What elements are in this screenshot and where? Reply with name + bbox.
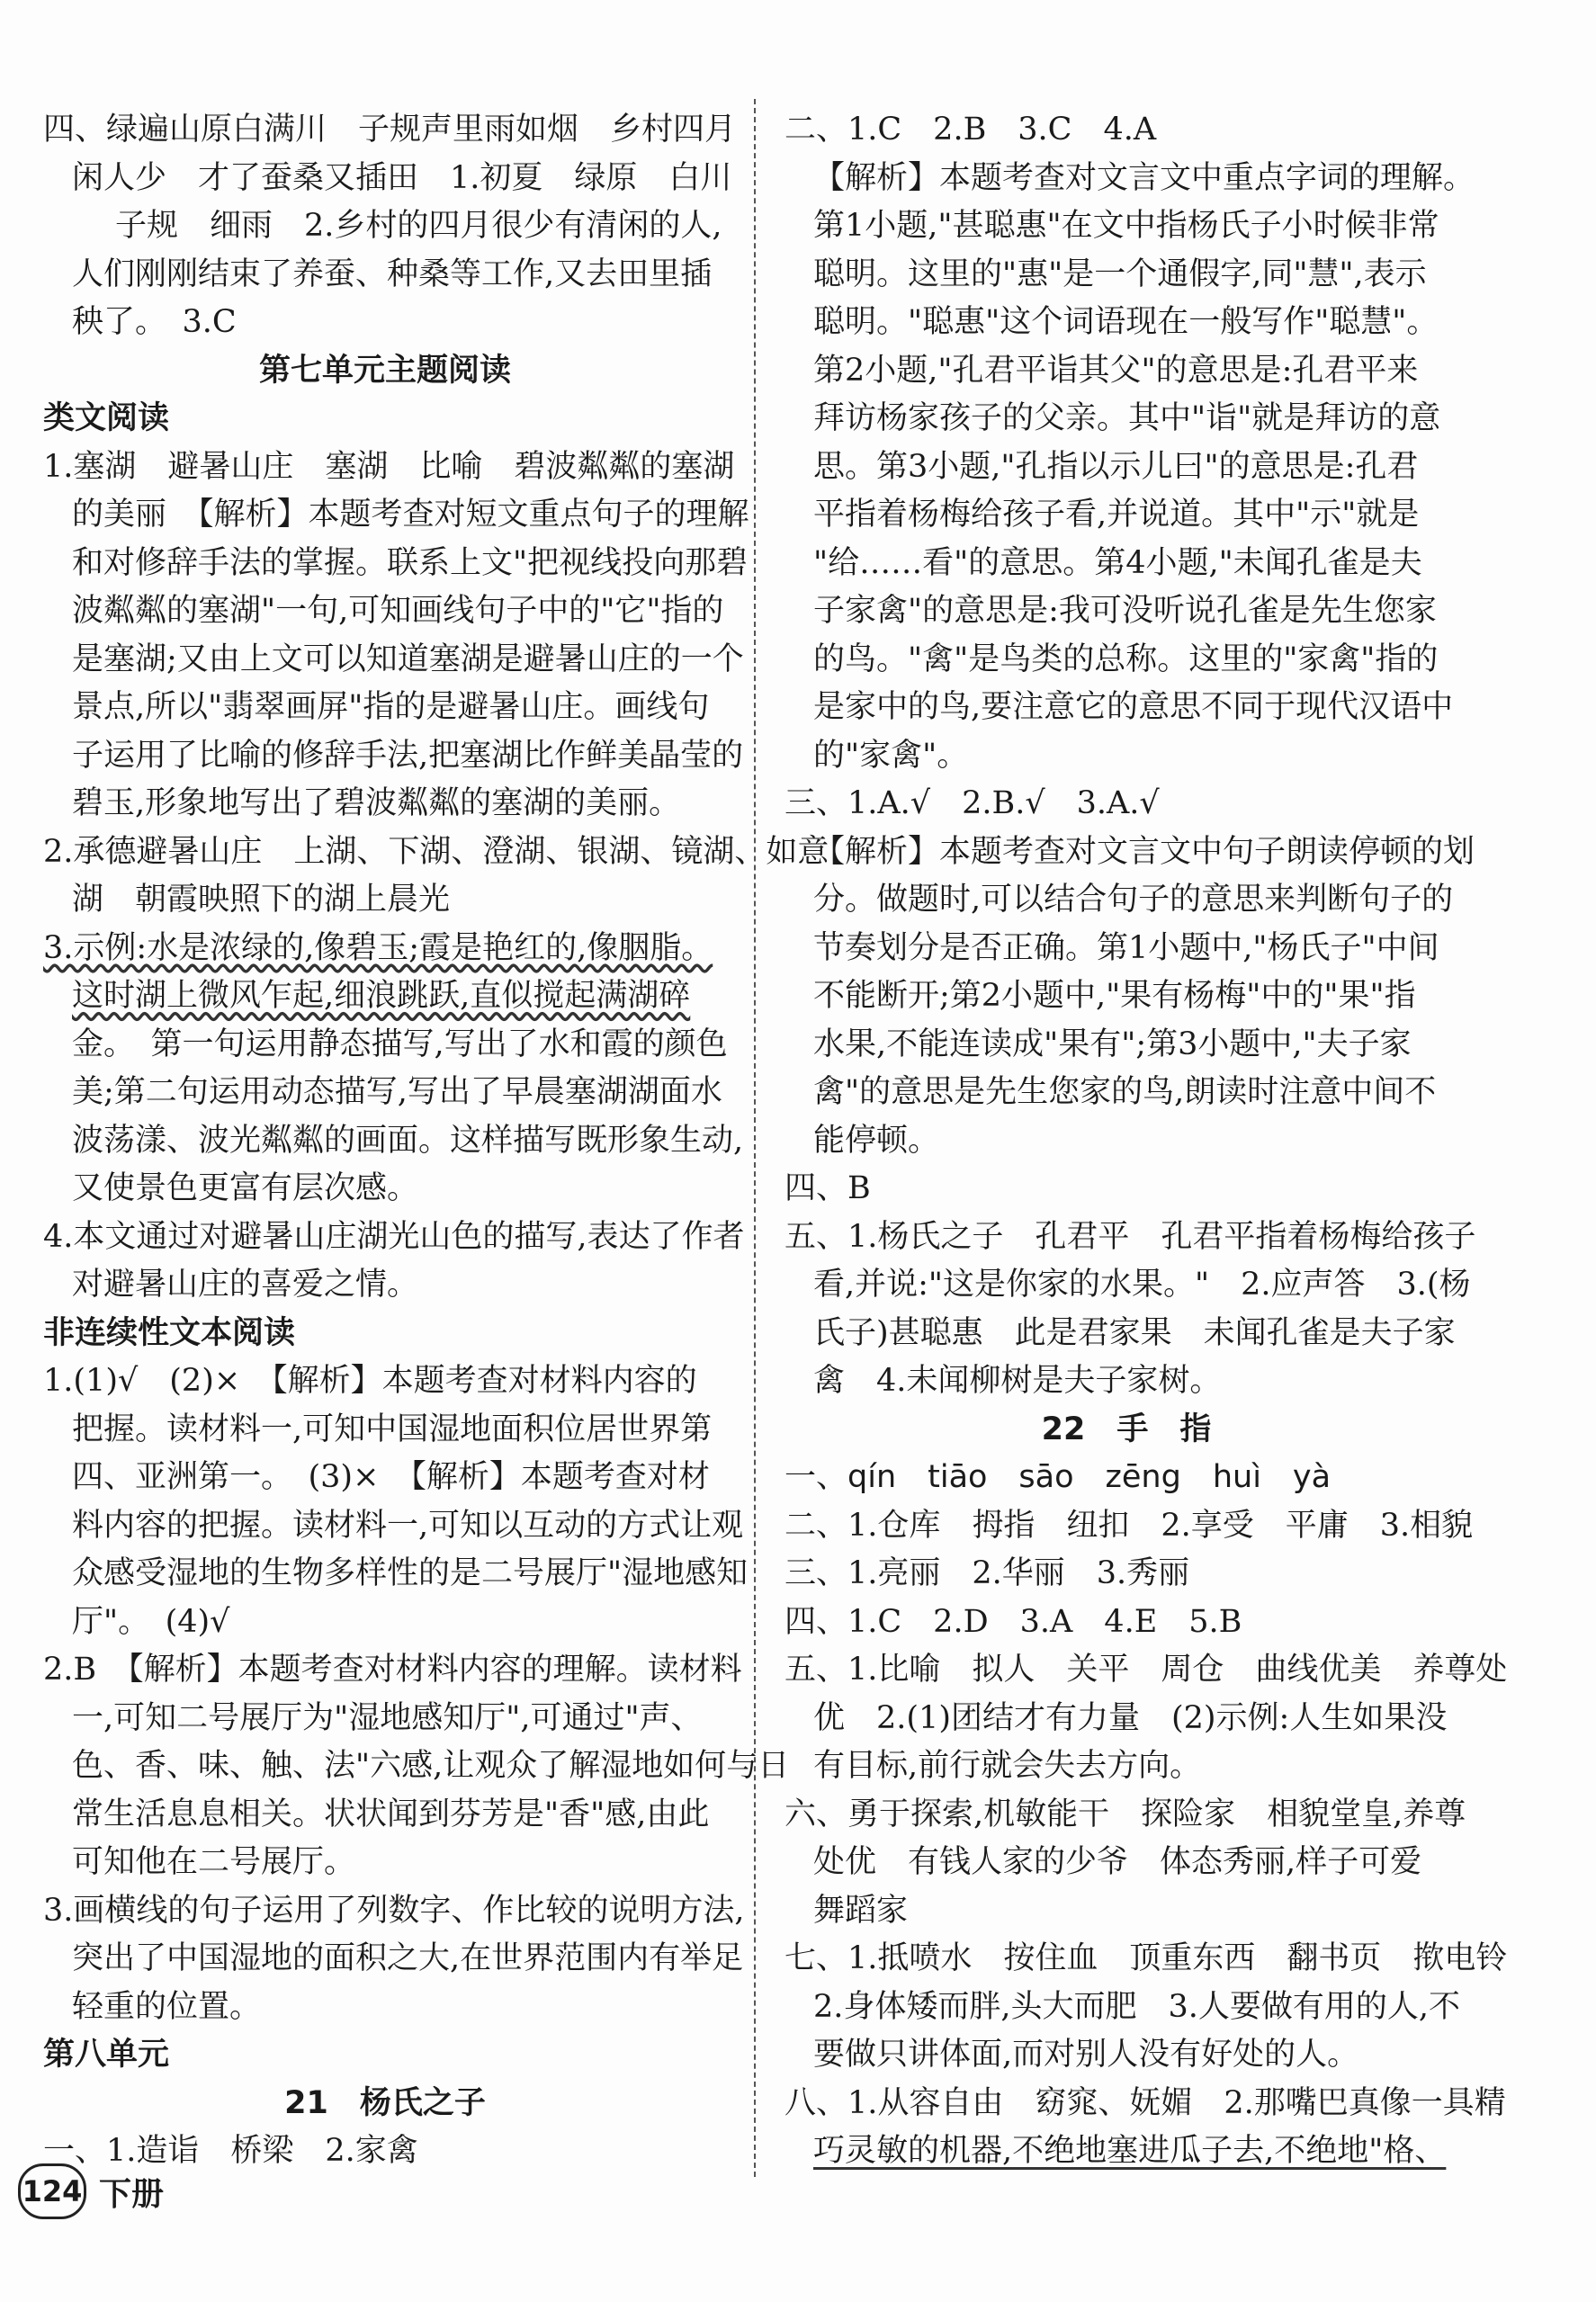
text-line: 【解析】本题考查对文言文中重点字词的理解。: [813, 159, 1475, 196]
text-line: 的"家禽"。: [813, 737, 969, 774]
text-line: 2.B 【解析】本题考查对材料内容的理解。读材料: [43, 1652, 742, 1688]
text-line: 要做只讲体面,而对别人没有好处的人。: [813, 2037, 1359, 2073]
text-line: 三、1.A.√ 2.B.√ 3.A.√: [785, 785, 1160, 821]
text-line: 能停顿。: [813, 1122, 940, 1159]
text-line: 1.塞湖 避暑山庄 塞湖 比喻 碧波粼粼的塞湖: [43, 448, 735, 485]
text-line: 非连续性文本阅读: [43, 1314, 296, 1351]
text-line: 又使景色更富有层次感。: [72, 1170, 419, 1206]
text-line: 聪明。这里的"惠"是一个通假字,同"慧",表示: [813, 255, 1427, 292]
text-line: 3.画横线的句子运用了列数字、作比较的说明方法,: [43, 1892, 745, 1929]
text-line: 子规 细雨 2.乡村的四月很少有清闲的人,: [115, 208, 722, 244]
text-line: 1.(1)√ (2)× 【解析】本题考查对材料内容的: [43, 1363, 697, 1399]
text-line: 金。 第一句运用静态描写,写出了水和霞的颜色: [72, 1026, 728, 1062]
text-line: 一、1.造诣 桥梁 2.家禽: [43, 2133, 418, 2169]
text-line: 第八单元: [43, 2037, 170, 2073]
text-line: 禽 4.未闻柳树是夫子家树。: [813, 1363, 1222, 1399]
text-line: 色、香、味、触、法"六感,让观众了解湿地如何与日: [72, 1748, 790, 1784]
text-line: 一,可知二号展厅为"湿地感知厅",可通过"声、: [72, 1699, 703, 1736]
text-line: 2.承德避暑山庄 上湖、下湖、澄湖、银湖、镜湖、如意: [43, 833, 829, 870]
text-line: 轻重的位置。: [72, 1988, 262, 2025]
text-line: 类文阅读: [43, 400, 170, 436]
text-line: 思。第3小题,"孔指以示儿曰"的意思是:孔君: [813, 448, 1419, 485]
text-line: 分。做题时,可以结合句子的意思来判断句子的: [813, 882, 1454, 918]
text-line: 这时湖上微风乍起,细浪跳跃,直似搅起满湖碎: [72, 978, 691, 1014]
text-line: 厅"。 (4)√: [72, 1603, 230, 1640]
volume-label: 下册: [99, 2175, 165, 2213]
text-line: 2.身体矮而胖,头大而肥 3.人要做有用的人,不: [813, 1988, 1461, 2025]
text-line: 处优 有钱人家的少爷 体态秀丽,样子可爱: [813, 1844, 1422, 1880]
text-line: 人们刚刚结束了养蚕、种桑等工作,又去田里插: [72, 255, 713, 292]
text-line: 舞蹈家: [813, 1892, 909, 1929]
text-line: 第七单元主题阅读: [258, 352, 511, 389]
text-line: 优 2.(1)团结才有力量 (2)示例:人生如果没: [813, 1699, 1448, 1736]
text-line: 对避暑山庄的喜爱之情。: [72, 1267, 419, 1303]
text-line: 把握。读材料一,可知中国湿地面积位居世界第: [72, 1411, 713, 1447]
text-line: 三、1.亮丽 2.华丽 3.秀丽: [785, 1555, 1190, 1591]
text-line: 巧灵敏的机器,不绝地塞进瓜子去,不绝地"格、: [813, 2133, 1447, 2169]
text-line: 拜访杨家孩子的父亲。其中"诣"就是拜访的意: [813, 400, 1441, 436]
text-line: 突出了中国湿地的面积之大,在世界范围内有举足: [72, 1940, 744, 1976]
text-line: 21 杨氏之子: [284, 2084, 486, 2121]
text-line: 四、亚洲第一。 (3)× 【解析】本题考查对材: [72, 1459, 710, 1495]
page-number: 124: [18, 2163, 86, 2219]
page-footer: [18, 2163, 164, 2219]
text-line: 常生活息息相关。状状闻到芬芳是"香"感,由此: [72, 1796, 710, 1832]
text-line: 第2小题,"孔君平诣其父"的意思是:孔君平来: [813, 352, 1419, 389]
text-line: 五、1.杨氏之子 孔君平 孔君平指着杨梅给孩子: [785, 1218, 1476, 1255]
text-line: 四、1.C 2.D 3.A 4.E 5.B: [785, 1603, 1242, 1640]
text-line: 二、1.C 2.B 3.C 4.A: [785, 112, 1157, 148]
text-line: 六、勇于探索,机敏能干 探险家 相貌堂皇,养尊: [785, 1796, 1466, 1832]
text-line: 碧玉,形象地写出了碧波粼粼的塞湖的美丽。: [72, 785, 681, 821]
text-line: 4.本文通过对避暑山庄湖光山色的描写,表达了作者: [43, 1218, 745, 1255]
text-line: 湖 朝霞映照下的湖上晨光: [72, 882, 451, 918]
text-line: 【解析】本题考查对文言文中句子朗读停顿的划: [813, 833, 1475, 870]
text-line: 和对修辞手法的掌握。联系上文"把视线投向那碧: [72, 544, 749, 581]
text-line: 不能断开;第2小题中,"果有杨梅"中的"果"指: [813, 978, 1416, 1014]
text-line: 是塞湖;又由上文可以知道塞湖是避暑山庄的一个: [72, 640, 744, 677]
text-line: 子家禽"的意思是:我可没听说孔雀是先生您家: [813, 593, 1437, 629]
text-line: 秧了。 3.C: [72, 304, 237, 340]
text-line: 的鸟。"禽"是鸟类的总称。这里的"家禽"指的: [813, 640, 1439, 677]
text-line: 有目标,前行就会失去方向。: [813, 1748, 1202, 1784]
text-line: 看,并说:"这是你家的水果。" 2.应声答 3.(杨: [813, 1267, 1471, 1303]
text-line: 是家中的鸟,要注意它的意思不同于现代汉语中: [813, 689, 1454, 725]
text-line: 第1小题,"甚聪惠"在文中指杨氏子小时候非常: [813, 208, 1439, 244]
column-divider: [754, 99, 756, 2177]
text-line: 节奏划分是否正确。第1小题中,"杨氏子"中间: [813, 929, 1439, 966]
text-line: 平指着杨梅给孩子看,并说道。其中"示"就是: [813, 497, 1420, 533]
text-line: 四、B: [785, 1170, 871, 1206]
text-line: 景点,所以"翡翠画屏"指的是避暑山庄。画线句: [72, 689, 710, 725]
text-line: 波荡漾、波光粼粼的画面。这样描写既形象生动,: [72, 1122, 744, 1159]
text-line: 子运用了比喻的修辞手法,把塞湖比作鲜美晶莹的: [72, 737, 744, 774]
text-line: 八、1.从容自由 窈窕、妩媚 2.那嘴巴真像一具精: [785, 2084, 1506, 2121]
text-line: 料内容的把握。读材料一,可知以互动的方式让观: [72, 1507, 744, 1544]
text-line: 可知他在二号展厅。: [72, 1844, 356, 1880]
text-line: 四、绿遍山原白满川 子规声里雨如烟 乡村四月: [43, 112, 737, 148]
text-line: 氏子)甚聪惠 此是君家果 未闻孔雀是夫子家: [813, 1314, 1456, 1351]
text-line: "给……看"的意思。第4小题,"未闻孔雀是夫: [813, 544, 1422, 581]
text-line: 二、1.仓库 拇指 纽扣 2.享受 平庸 3.相貌: [785, 1507, 1474, 1544]
text-line: 水果,不能连读成"果有";第3小题中,"夫子家: [813, 1026, 1412, 1062]
text-line: 波粼粼的塞湖"一句,可知画线句子中的"它"指的: [72, 593, 724, 629]
text-line: 美;第二句运用动态描写,写出了早晨塞湖湖面水: [72, 1074, 722, 1110]
text-line: 七、1.抵喷水 按住血 顶重东西 翻书页 揿电铃: [785, 1940, 1508, 1976]
right-column: [785, 106, 1508, 2176]
text-line: 22 手 指: [1041, 1411, 1212, 1447]
text-line: 五、1.比喻 拟人 关平 周仓 曲线优美 养尊处: [785, 1652, 1508, 1688]
text-line: 3.示例:水是浓绿的,像碧玉;霞是艳红的,像胭脂。: [43, 929, 713, 966]
text-line: 众感受湿地的生物多样性的是二号展厅"湿地感知: [72, 1555, 749, 1591]
text-line: 聪明。"聪惠"这个词语现在一般写作"聪慧"。: [813, 304, 1439, 340]
text-line: 的美丽 【解析】本题考查对短文重点句子的理解: [72, 497, 749, 533]
text-line: 禽"的意思是先生您家的鸟,朗读时注意中间不: [813, 1074, 1437, 1110]
text-line: 一、qín tiāo sāo zēng huì yà: [785, 1459, 1331, 1495]
text-line: 闲人少 才了蚕桑又插田 1.初夏 绿原 白川: [72, 159, 732, 196]
